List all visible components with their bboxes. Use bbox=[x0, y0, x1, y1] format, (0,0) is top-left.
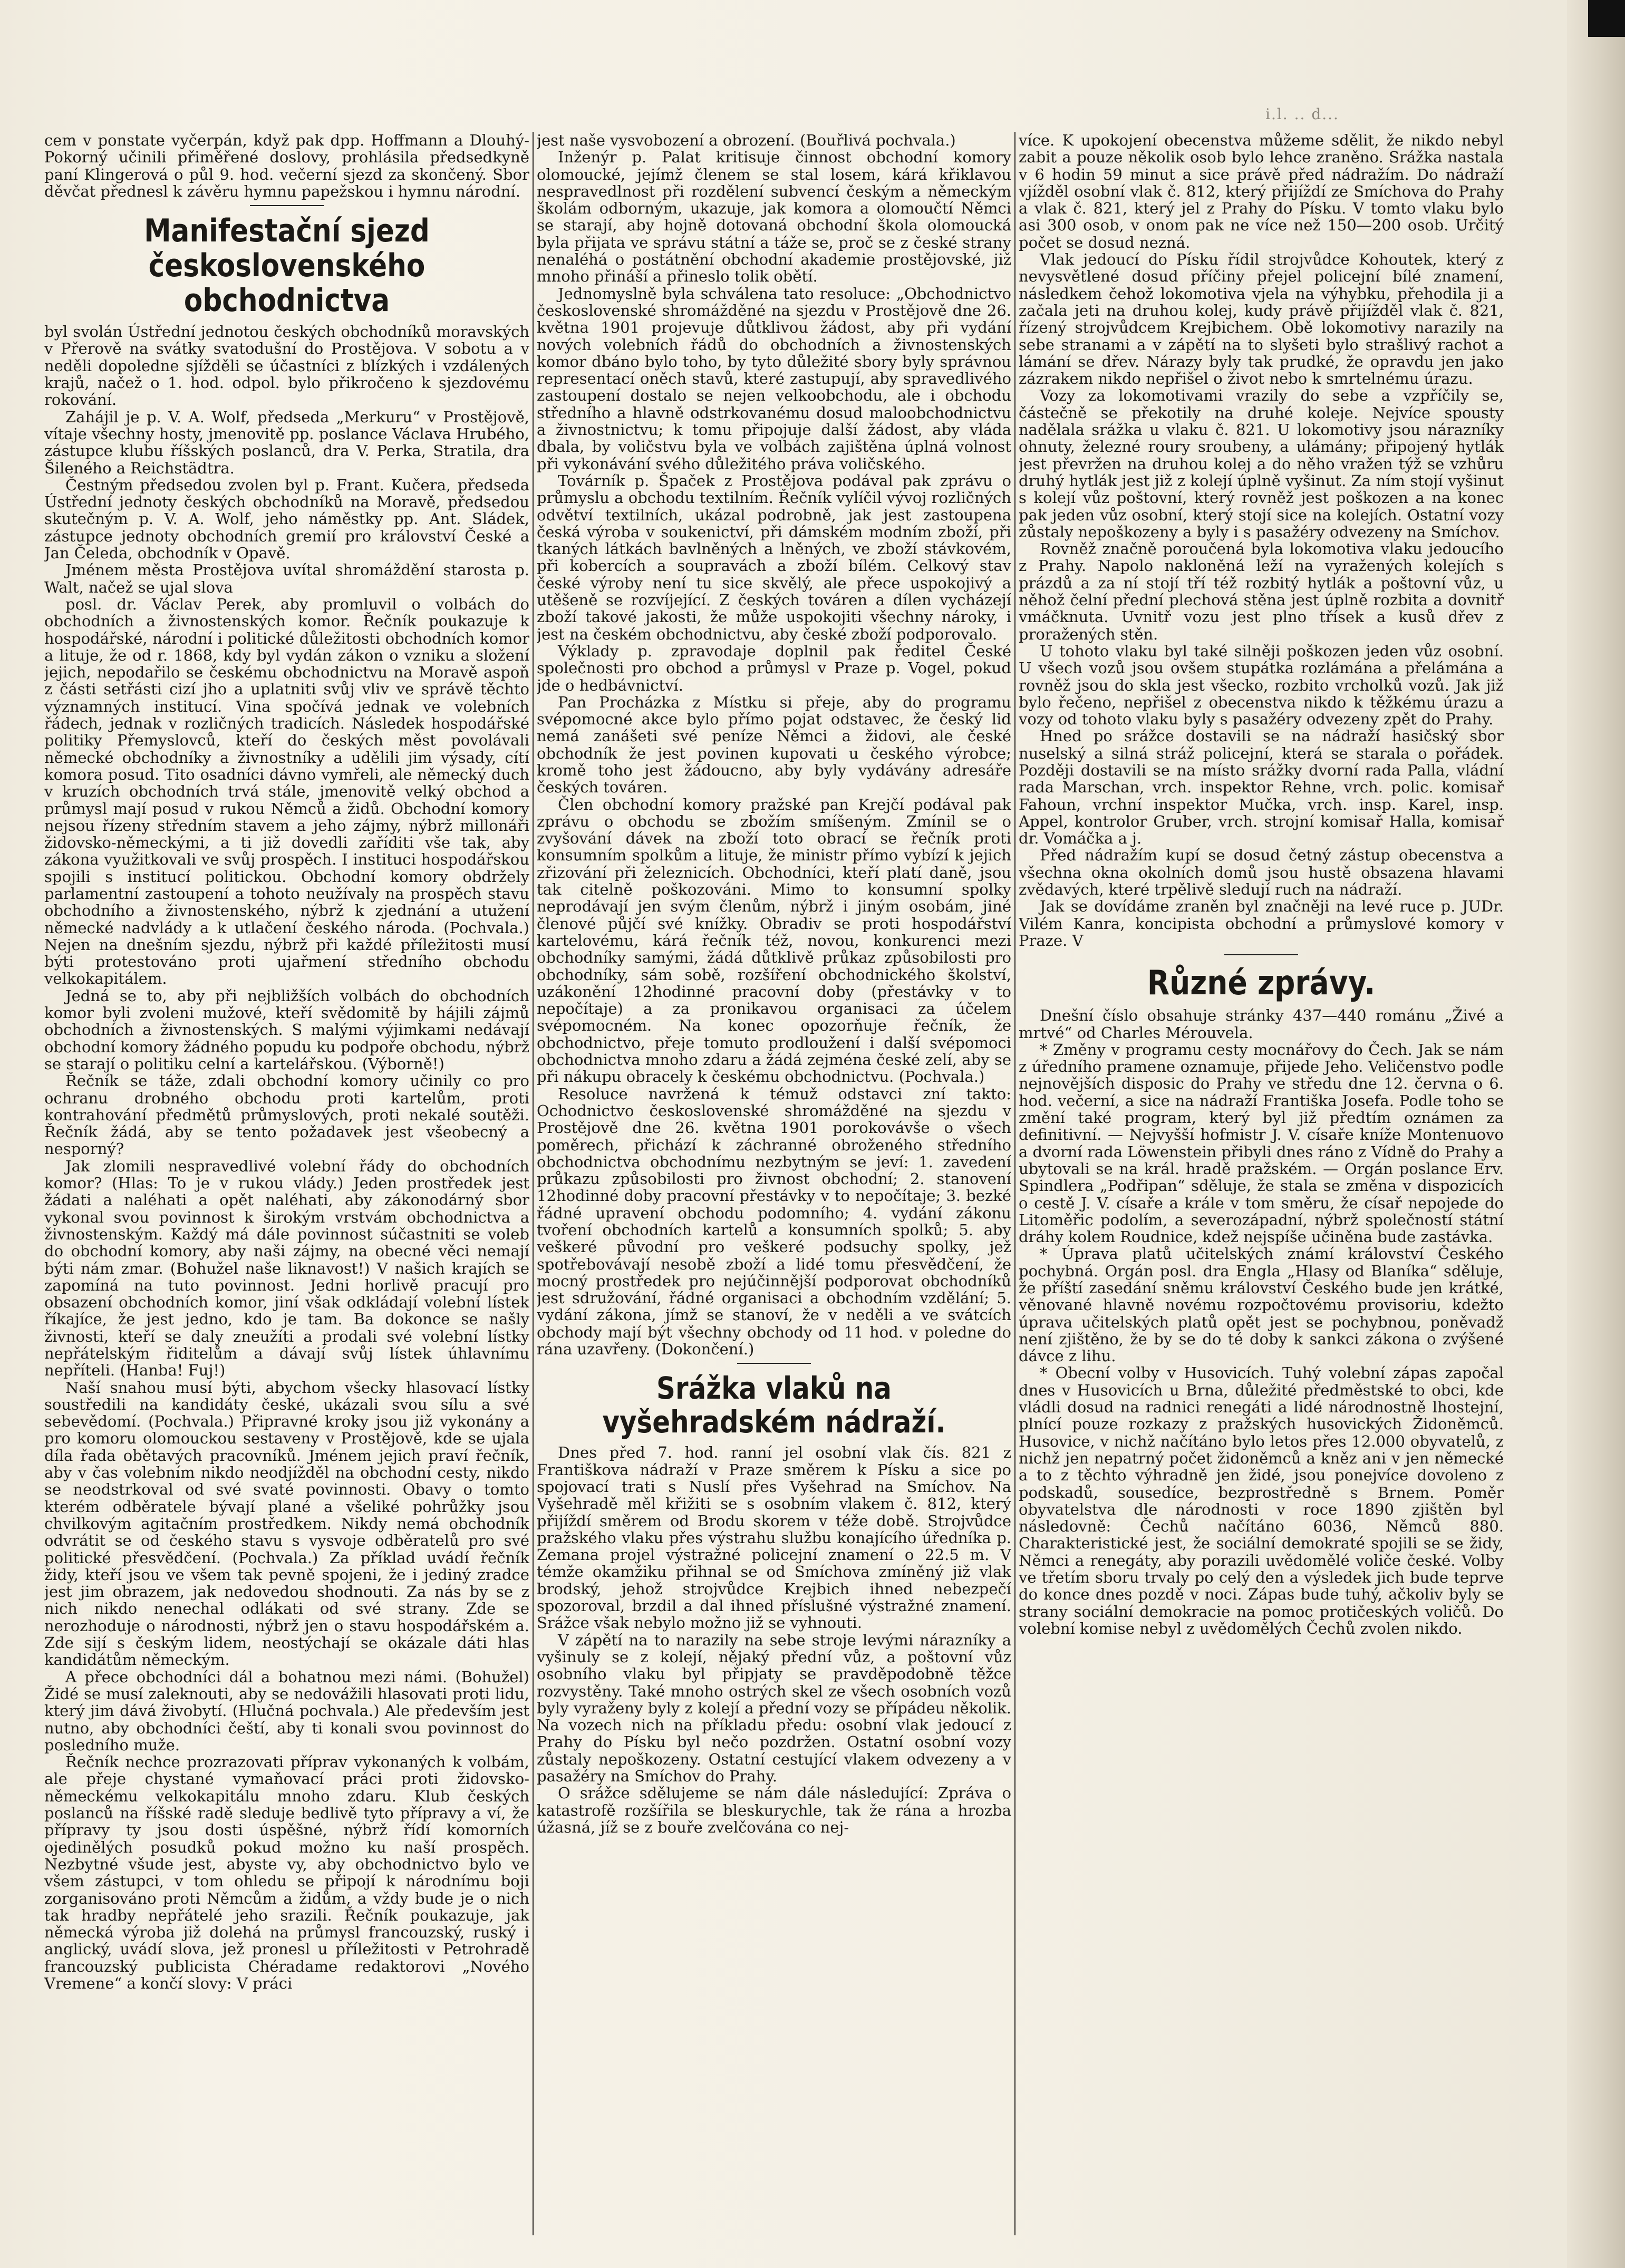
column-1 bbox=[44, 132, 529, 2235]
article-paragraph: * Úprava platů učitelských známí království Českého pochybná. Orgán posl. dra Engla „Hlasy od Blaníka“ sděluje, že příští zasedání sněmu království Českého bude jen krátké, věnované hlavně novému rozpočtovému provisoriu, kdežto úprava učitelských platů opět jest se pochybnou, poněvadž není zjištěno, že by se do té doby k sankci zákona o zvýšené dávce z lihu. bbox=[1019, 1245, 1504, 1365]
article-paragraph: Člen obchodní komory pražské pan Krejčí podával pak zprávu o obchodu se zbožím smíšeným. Zmínil se o zvyšování dávek na zboží toto obrací se řečník proti konsumním spolkům a lituje, že ministr přímo vybízí k jejich zřizování při železnicích. Obchodníci, kteří platí daně, jsou tak citelně poškozováni. Mimo to konsumní spolky neprodávají jen svým členům, nýbrž i jiným osobám, jiné členové půjčí své knížky. Obradiv se proti hospodářství kartelovému, kárá řečník též, novou, konkurenci mezi obchodníky samými, žádá důtklivě průkaz způsobilosti pro obchodníky, sám sobě, rozšíření obchodnického školství, uzákonění 12hodinné pracovní doby (přestávky v to nepočítaje) a za pronikavou organisaci za účelem svépomocném. Na konec opozorňuje řečník, že obchodnictvo, přeje tomuto prodloužení i další svépomoci obchodnictva mnoho zdaru a žádá zejména české zelí, aby se při nákupu obracely k českému obchodnictvu. (Pochvala.) bbox=[537, 795, 1011, 1086]
article-paragraph: Inženýr p. Palat kritisuje činnost obchodní komory olomoucké, jejímž členem se stal losem, kárá křiklavou nespravedlnost při rozdělení subvencí českým a německým školám odborným, ukazuje, jak komora a olomoučtí Němci se starají, aby hojně dotovaná obchodní škola olomoucká byla přijata ve správu státní a táže se, proč se z české strany nenaléhá o postátnění obchodní akademie prostějovské, již mnoho přináší a přineslo tolik obětí. bbox=[537, 148, 1011, 286]
headline-srazka-vlaku: Srážka vlaků na vyšehradském nádraží. bbox=[602, 1370, 946, 1440]
column-rule-1 bbox=[533, 132, 534, 2235]
scan-corner-mark bbox=[1588, 0, 1625, 37]
page-binding-edge bbox=[1567, 0, 1625, 2268]
article-paragraph: Řečník se táže, zdali obchodní komory učinily co pro ochranu drobného obchodu proti kartelům, proti kontrahování předmětů průmyslových, proti nekalé soutěži. Řečník žádá, aby se tento požadavek jest všeobecný a nesporný? bbox=[44, 1072, 529, 1158]
article-paragraph: Továrník p. Špaček z Prostějova podával pak zprávu o průmyslu a obchodu textilním. Řečník vylíčil vývoj rozličných odvětví textilních, ukázal podrobně, jak jest zastoupena česká výroba v soukenictví, při dámském modním zboží, při tkaných látkách bavlněných a lněných, ve zboží stávkovém, při kobercích a soupravách a zboží bílém. Celkový stav české výroby není tu sice skvělý, ale přece uspokojivý a utěšeně se rozvíjející. Z českých továren a dílen vycházejí zboží takové jakosti, že může uspokojiti všechny nároky, i jest na českém obchodnictvu, aby české zboží podporovalo. bbox=[537, 471, 1011, 643]
article-paragraph: Vozy za lokomotivami vrazily do sebe a vzpříčily se, částečně se překotily na druhé koleje. Nejvíce spousty nadělala srážka u vlaku č. 821. U lokomotivy jsou nárazníky ohnuty, železné roury sroubeny, a ulámány; připojený hytlák jest převržen na druhou kolej a do něho vražen týž se vzhůru druhý hytlák jest již z kolejí úplně vyšinut. Za ním stojí vyšinut s kolejí vůz poštovní, který rovněž jest poškozen a na konec pak jeden vůz osobní, který stojí sice na kolejích. Ostatní vozy zůstaly nepoškozeny a byly i s pasažéry odvezeny na Smíchov. bbox=[1019, 386, 1504, 541]
article-paragraph: Čestným předsedou zvolen byl p. Frant. Kučera, předseda Ústřední jednoty českých obchodníků na Moravě, předsedou skutečným p. V. A. Wolf, jeho náměstky pp. Ant. Sládek, zástupce jednoty obchodních gremií pro království České a Jan Čeleda, obchodník v Opavě. bbox=[44, 476, 529, 563]
article-paragraph: O srážce sdělujeme se nám dále následující: Zpráva o katastrofě rozšířila se bleskurychle, tak že rána a hrozba úžasná, jíž se z bouře zvelčována co nej- bbox=[537, 1784, 1011, 1836]
header-faded-text: i.l. .. d... bbox=[1265, 105, 1339, 123]
article-paragraph: posl. dr. Václav Perek, aby promluvil o volbách do obchodních a živnostenských komor. Řečník poukazuje k hospodářské, národní i politické důležitosti obchodních komor a lituje, že od r. 1868, kdy byl vydán zákon o vzniku a složení jejich, nepodařilo se českému obchodnictvu na Moravě aspoň z části setřásti cizí jho a uplatniti svůj vliv ve správě těchto významných institucí. Vina spočívá jednak ve volebních řádech, jednak v rozličných tradicích. Následek hospodářské politiky Přemyslovců, kteří do českých měst povolávali německé obchodníky a živnostníky a udělili jim výsady, cítí komora posud. Tito osadníci dávno vymřeli, ale německý duch v kruzích obchodních trvá stále, jmenovitě velký obchod a průmysl mají posud v rukou Němců a židů. Obchodní komory nejsou řízeny středním stavem a jeho zájmy, nýbrž millonáři židovsko-německými, a ti již dovedli zaříditi vše tak, aby zákona využitkovali ve svůj prospěch. I instituci hospodářskou spojili s institucí politickou. Obchodní komory obdržely parlamentní zastoupení a tohoto neužívaly na prospěch stavu obchodního a živnostenského, nýbrž k zjednání a utužení německé nadvlády a k utlačení českého národa. (Pochvala.) Nejen na dnešním sjezdu, nýbrž při každé příležitosti musí býti protestováno proti ujařmení středního obchodu velkokapitálem. bbox=[44, 595, 529, 988]
intro-paragraph: cem v ponstate vyčerpán, když pak dpp. Hoffmann a Dlouhý-Pokorný učinili přiměřené doslovy, prohlásila předsedkyně paní Klingerová o půl 9. hod. večerní sjezd za skončený. Sbor děvčat přednesl k závěru hymnu papežskou i hymnu národní. bbox=[44, 132, 529, 200]
article-paragraph: Dnes před 7. hod. ranní jel osobní vlak čís. 821 z Františkova nádraží v Praze směrem k Písku a sice po spojovací trati s Nuslí přes Vyšehrad na Smíchov. Na Vyšehradě měl křižiti se s osobním vlakem č. 812, který přijíždí směrem od Brodu skorem v téže době. Strojvůdce pražského vlaku přes výstrahu službu konajícího úředníka p. Zemana projel výstražné policejní znamení o 22.5 m. V témže okamžiku přihnal se od Smíchova zmíněný již vlak brodský, jehož strojvůdce Krejbich ihned nebezpečí spozoroval, brzdil a dal ihned příslušné výstražné znamení. Srážce však nebylo možno již se vyhnouti. bbox=[537, 1443, 1011, 1632]
article-paragraph: Pan Procházka z Místku si přeje, aby do programu svépomocné akce bylo přímo pojat odstavec, že český lid nemá zanášeti své peníze Němci a židovi, ale české obchodník že jest povinen kupovati u českého výrobce; kromě toho jest žádoucno, aby byly vydávány adresáře českých továren. bbox=[537, 693, 1011, 797]
article-paragraph: Rovněž značně poroučená byla lokomotiva vlaku jedoucího z Prahy. Napolo nakloněná leží na vyražených kolejích s prázdů a za ní stojí tří též rozbitý hytlák a poštovní vůz, u něhož čelní přední plechová stěna jest úplně rozbita a dovnitř vmáčknuta. Uvnitř vozu jest plno třísek a kusů dřev z proražených stěn. bbox=[1019, 540, 1504, 643]
article-separator bbox=[1224, 954, 1298, 955]
article-separator bbox=[737, 1363, 811, 1364]
article-paragraph: Dnešní číslo obsahuje stránky 437—440 románu „Živé a mrtvé“ od Charles Mérouvela. bbox=[1019, 1006, 1504, 1042]
headline-manifestacni-sjezd: Manifestační sjezd československého obchodnictva bbox=[144, 212, 430, 319]
article-paragraph: Naší snahou musí býti, abychom všecky hlasovací lístky soustředili na kandidáty české, ukázali svou sílu a své sebevědomí. (Pochvala.) Připravné kroky jsou již vykonány a pro komoru olomouckou sestaveny v Prostějově, kde se ujala díla řada obětavých pracovníků. Jménem jejich praví řečník, aby v čas volebním nikdo neodjížděl na obchodní cesty, nikdo se neodstrkoval od své svaté povinnosti. Obavy o tomto kterém odběratele bývají plané a všeliké pohrůžky jsou chvilkovým agitačním prostředkem. Nikdy nemá obchodník odvrátit se od českého stavu s vysvoje odběratelů pro své politické přesvědčení. (Pochvala.) Za příklad uvádí řečník židy, kteří jsou ve všem tak pevně spojeni, že i jediný zradce jest jim obrazem, jak nedovedou shodnouti. Za nás by se z nich nikdo nenechal odlákati od své strany. Zde se nerozhoduje o národnosti, nýbrž jen o stavu hospodářském a. Zde sijí s českým lidem, neostýchají se okázale dáti hlas kandidátům německým. bbox=[44, 1378, 529, 1669]
article-paragraph: Jménem města Prostějova uvítal shromáždění starosta p. Walt, načež se ujal slova bbox=[44, 561, 529, 596]
article-separator bbox=[250, 205, 324, 206]
column-3 bbox=[1019, 132, 1504, 2235]
article-paragraph: byl svolán Ústřední jednotou českých obchodníků moravských v Přerově na svátky svatodušní do Prostějova. V sobotu a v neděli dopoledne sjížděli se účastníci z blízkých i vzdálených krajů, načež o 1. hod. odpol. bylo přikročeno k sjezdovému rokování. bbox=[44, 323, 529, 409]
article-paragraph: Jak se dovídáme zraněn byl značněji na levé ruce p. JUDr. Vilém Kanra, koncipista obchodní a průmyslové komory v Praze. V bbox=[1019, 897, 1504, 949]
article-paragraph: U tohoto vlaku byl také silněji poškozen jeden vůz osobní. U všech vozů jsou ovšem stupátka rozlámána a přelámána a rovněž jsou do skla jest všecko, rozbito vrcholků vozů. Jak již bylo řečeno, nepřišel z obecenstva nikdo k těžkému úrazu a vozy od tohoto vlaku byly s pasažéry odvezeny zpět do Prahy. bbox=[1019, 642, 1504, 729]
article-paragraph: Hned po srážce dostavili se na nádraží hasičský sbor nuselský a silná stráž policejní, která se starala o pořádek. Později dostavili se na místo srážky dvorní rada Palla, vládní rada Marschan, vrch. inspektor Rehne, vrch. polic. komisař Fahoun, vrchní inspektor Mučka, vrch. insp. Karel, insp. Appel, kontrolor Gruber, vrch. strojní komisař Halla, komisař dr. Vomáčka a j. bbox=[1019, 727, 1504, 848]
article-paragraph: Výklady p. zpravodaje doplnil pak ředitel České společnosti pro obchod a průmysl v Praze p. Vogel, pokud jde o hedbávnictví. bbox=[537, 642, 1011, 694]
article-paragraph: Vlak jedoucí do Písku řídil strojvůdce Kohoutek, který z nevysvětlené dosud příčiny přejel policejní bílé znamení, následkem čehož lokomotiva vjela na výhybku, přehodila ji a začala jeti na druhou kolej, kudy právě přijížděl vlak č. 821, řízený strojvůdcem Krejbichem. Obě lokomotivy narazily na sebe stranami a v zápětí na to slyšeti bylo strašlivý rachot a lámání se dřev. Nárazy byly tak prudké, že opravdu jen jako zázrakem nikdo nepřišel o život nebo k smrtelnému úrazu. bbox=[1019, 250, 1504, 388]
article-paragraph: Jak zlomili nespravedlivé volební řády do obchodních komor? (Hlas: To je v rukou vlády.) Jeden prostředek jest žádati a naléhati a opět naléhati, aby zákonodárný sbor vykonal svou povinnost k širokým vrstvám obchodnictva a živnostenským. Každý má dále povinnost súčastniti se voleb do obchodní komory, aby naši zájmy, na obecné věci nemají býti nám zmar. (Bohužel naše liknavost!) V našich krajích se zapomíná na tuto povinnost. Jedni horlivě pracují pro obsazení obchodních komor, jiní však odkládají volební lístek říkajíce, že jest jedno, kdo je tam. Ba dokonce se našly živnosti, kteří se daly zneužíti a prodali své volební lístky nepřátelským řiditelům a dávají svůj lístek úhlavnímu nepříteli. (Hanba! Fuj!) bbox=[44, 1157, 529, 1380]
article-paragraph: A přece obchodníci dál a bohatnou mezi námi. (Bohužel) Židé se musí zaleknouti, aby se nedovážili hlasovati proti lidu, který jim dává živobytí. (Hlučná pochvala.) Ale především jest nutno, aby obchodníci čeští, aby ti konali svou povinnost do posledního muže. bbox=[44, 1668, 529, 1754]
headline-ruzne-zpravy: Různé zprávy. bbox=[1147, 964, 1376, 1003]
column-rule-2 bbox=[1014, 132, 1015, 2235]
article-paragraph: Zahájil je p. V. A. Wolf, předseda „Merkuru“ v Prostějově, vítaje všechny hosty, jmenovitě pp. poslance Václava Hrubého, zástupce klubu říšských poslanců, dra V. Perka, Stratila, dra Šileného a Reichstädtra. bbox=[44, 408, 529, 477]
article-paragraph: Resoluce navržená k témuž odstavci zní takto: Ochodnictvo československé shromážděné na sjezdu v Prostějově dne 26. května 1901 porokovávše o všech poměrech, přichází k záchranné obroženého středního obchodnictva obchodnímu nezbytným se jeví: 1. zavedení průkazu způsobilosti pro živnost obchodní; 2. stanovení 12hodinné doby pracovní přestávky v to nepočítaje; 3. bezké řádné upravení obchodu podomního; 4. vydání zákonu tvoření obchodních kartelů a konsumních spolků; 5. aby veškeré původní pro veškeré podsuchy spolky, jež spotřebovávají nesobě zboží a lidé tomu přesvědčení, že mocný prostředek pro nejúčinnější podporovat obchodníků jest sdružování, řádné organisaci a obchodním vzdělání; 5. vydání zákona, jímž se stanoví, že v neděli a ve svátcích obchody mají být všechny obchody od 11 hod. v poledne do rána uzavřeny. (Dokončení.) bbox=[537, 1084, 1011, 1359]
article-paragraph: Jedná se to, aby při nejbližších volbách do obchodních komor byli zvoleni mužové, kteří svědomitě by hájili zájmů obchodních a živnostenských. S malými výjimkami nedávají obchodní komory žádného popudu ku podpoře obchodu, nýbrž se starají o politiku celní a kartelářskou. (Výborně!) bbox=[44, 986, 529, 1073]
article-paragraph: Řečník nechce prozrazovati příprav vykonaných k volbám, ale přeje chystané vymaňovací práci proti židovsko-německému velkokapitálu mnoho zdaru. Klub českých poslanců na říšské radě sleduje bedlivě tyto přípravy a ví, že přípravy ty jsou dosti úspěšné, nýbrž řídí komorních ojedinělých posudků pokud možno ku naší prospěch. Nezbytné všude jest, abyste vy, aby obchodnictvo bylo ve všem zástupci, v tom ohledu se připojí k národnímu boji zorganisováno proti Němcům a židům, a vždy bude je o nich tak hradby nepřátelé jeho srazili. Řečník poukazuje, jak německá výroba již dolehá na průmysl francouzský, ruský i anglický, uvádí slova, jež pronesl u příležitosti v Petrohradě francouzský publicista Chéradame redaktorovi „Nového Vremene“ a končí slovy: V práci bbox=[44, 1753, 529, 1992]
article-paragraph: Před nádražím kupí se dosud četný zástup obecenstva a všechna okna okolních domů jsou hustě obsazena hlavami zvědavých, které trpělivě sledují ruch na nádraží. bbox=[1019, 846, 1504, 899]
article-paragraph: * Změny v programu cesty mocnářovy do Čech. Jak se nám z úředního pramene oznamuje, přijede Jeho. Veličenstvo podle nejnovějších disposic do Prahy ve středu dne 12. června o 6. hod. večerní, a sice na nádraží Františka Josefa. Podle toho se změní také program, který byl již předtím oznámen za definitivní. — Nejvyšší hofmistr J. V. císaře kníže Montenuovo a dvorní rada Löwenstein přibyli dnes ráno z Vídně do Prahy a ubytovali se na král. hradě pražském. — Orgán poslance Erv. Spindlera „Podřipan“ sděluje, že stala se změna v dispozicích o cestě J. V. císaře a krále v tom směru, že císař nepojede do Litoměřic podolím, a severozápadní, nýbrž společností státní dráhy kolem Roudnice, kdež nejspíše učiněna bude zastávka. bbox=[1019, 1040, 1504, 1246]
column-2 bbox=[537, 132, 1011, 2235]
article-paragraph: V zápětí na to narazily na sebe stroje levými nárazníky a vyšinuly se z kolejí, nějaký přední vůz, a poštovní vůz osobního vlaku byl připjaty se pravděpodobně těžce rozvystěny. Také mnoho ostrých skel ze všech osobních vozů byly vyraženy byly z kolejí a přední vozy se přípádeu několik. Na vozech nich na příkladu předu: osobní vlak jedoucí z Prahy do Písku byl nečo pozdržen. Ostatní osobní vozy zůstaly nepoškozeny. Ostatní cestující vlakem odvezeny a v pasažéry na Smíchov do Prahy. bbox=[537, 1631, 1011, 1786]
article-paragraph: více. K upokojení obecenstva můžeme sdělit, že nikdo nebyl zabit a pouze několik osob bylo lehce zraněno. Srážka nastala v 6 hodin 59 minut a sice právě před nádražím. Do nádraží vjížděl osobní vlak č. 812, který přijíždí ze Smíchova do Prahy a vlak č. 821, který jel z Prahy do Písku. V tomto vlaku bylo asi 300 osob, v onom pak ne více než 150—200 osob. Určitý počet se dosud nezná. bbox=[1019, 132, 1504, 251]
article-paragraph: jest naše vysvobození a obrození. (Bouřlivá pochvala.) bbox=[537, 132, 956, 149]
article-paragraph: * Obecní volby v Husovicích. Tuhý volební zápas započal dnes v Husovicích u Brna, důležité předměstské to obci, kde vládli dosud na radnici renegáti a lidé národnostně lhostejní, plnící pouze rozkazy z pražských husovických Židoněmců. Husovice, v nichž načítáno bylo letos přes 12.000 obyvatelů, z nichž jen nepatrný počet židoněmců a kněz ani v jen německé a to z těchto výhradně jen židé, jsou ponejvíce dovoleno z podskadů, sousedíce, bezprostředně s Brnem. Poměr obyvatelstva dle národnosti v roce 1890 zjištěn byl následovně: Čechů načítáno 6036, Němců 880. Charakteristické jest, že sociální demokraté spojili se se židy, Němci a renegáty, aby porazili uvědomělé voliče české. Volby ve třetím sboru trvaly po celý den a výsledek jich bude teprve do konce dnes pozdě v noci. Zápas bude tuhý, ačkoliv byly se strany sociální demokracie na pomoc protičeských voličů. Do volební komise nebyl z uvědomělých Čechů zvolen nikdo. bbox=[1019, 1364, 1504, 1637]
article-paragraph: Jednomyslně byla schválena tato resoluce: „Obchodnictvo československé shromážděné na sjezdu v Prostějově dne 26. května 1901 projevuje důtklivou žádost, aby při vydání nových volebních řádů do obchodních a živnostenských komor dbáno bylo toho, by tyto důležité sbory byly správnou representací oněch stavů, které zastupují, aby spravedlivého zastoupení dostalo se nejen velkoobchodu, ale i obchodu středního a hlavně odstrkovanému dosud maloobchodnictvu a živnostnictvu; k tomu připojuje další žádost, aby vláda dbala, by voličstvu byla ve volbách zajištěna úplná volnost při vykonávání svého důležitého práva voličského. bbox=[537, 284, 1011, 473]
